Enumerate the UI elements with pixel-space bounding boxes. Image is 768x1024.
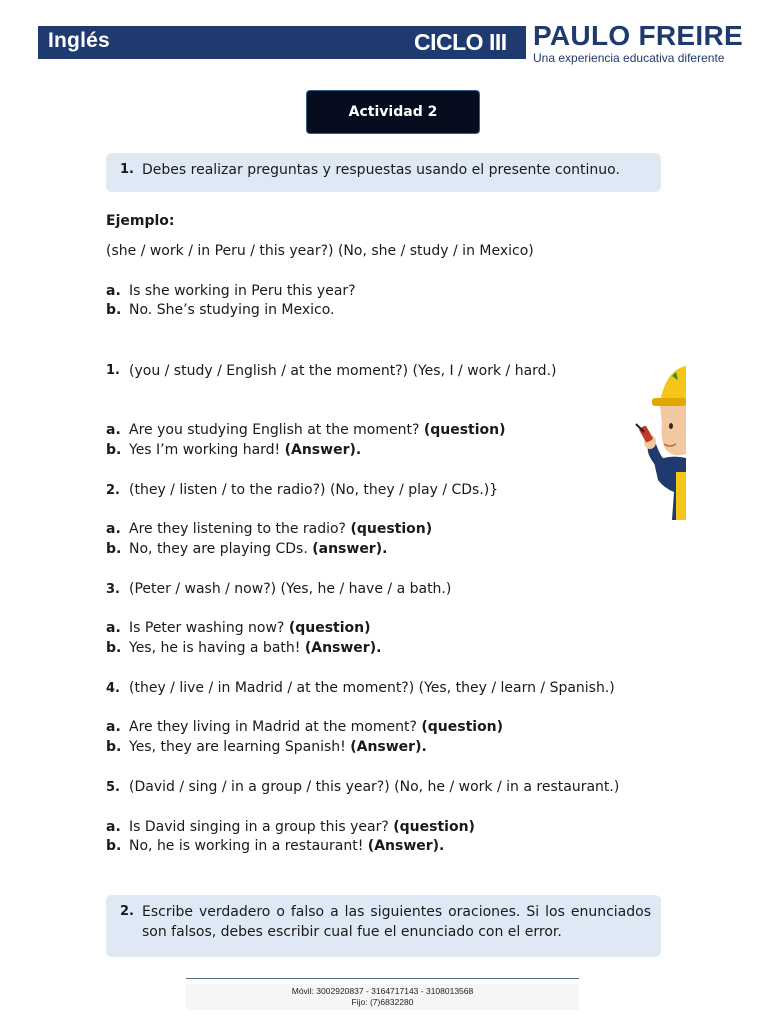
exercise-prompt-text: (David / sing / in a group / this year?) (No, he / work / in a restaurant.) [129,779,620,795]
example-prompt: (she / work / in Peru / this year?) (No, she / study / in Mexico) [106,243,534,259]
example-answer-b [106,300,335,320]
brand-tagline: Una experiencia educativa diferente [533,51,725,65]
footer-contact [186,984,579,1010]
exercise-number: 1. [106,363,120,378]
exercise-3-answer-a [106,618,371,638]
exercise-5-prompt [106,777,619,798]
answer-tag: (Answer). [350,739,427,755]
answer-text: No, he is working in a restaurant! [129,838,364,854]
option-label: a. [106,620,121,636]
example-heading: Ejemplo: [106,213,175,229]
answer-text: Yes, they are learning Spanish! [129,739,346,755]
activity-title-text: Actividad 2 [348,104,438,120]
instruction-number: 1. [120,162,134,177]
exercise-number: 4. [106,681,120,696]
exercise-4-answer-a [106,717,503,737]
exercise-3-prompt [106,579,451,600]
example-answer-a [106,281,356,301]
exercise-prompt-text: (Peter / wash / now?) (Yes, he / have / a bath.) [129,581,452,597]
exercise-1-prompt [106,361,565,381]
subject-title: Inglés [48,29,110,52]
option-label: b. [106,541,122,557]
cycle-label: CICLO III [414,29,507,55]
option-label: b. [106,739,122,755]
exercise-prompt-text: (you / study / English / at the moment?) (Yes, I / work / hard.) [129,363,557,379]
answer-tag: (question) [350,521,433,537]
option-label: b. [106,302,122,318]
option-label: b. [106,442,122,458]
footer-landline: Fijo: (7)6832280 [351,997,414,1007]
answer-text: Is Peter washing now? [129,620,285,636]
exercise-5-answer-a [106,817,475,837]
exercise-number: 5. [106,780,120,795]
example-b-text: No. She’s studying in Mexico. [129,302,335,318]
exercise-5-answer-b [106,836,444,856]
answer-tag: (question) [423,422,506,438]
answer-text: Are they listening to the radio? [129,521,346,537]
option-label: a. [106,719,121,735]
exercise-number: 3. [106,582,120,597]
brand-logo [533,22,743,65]
activity-title [306,90,480,134]
exercise-2-answer-a [106,519,432,539]
answer-text: Yes I’m working hard! [129,442,281,458]
instruction-text: Escribe verdadero o falso a las siguientes oraciones. Si los enunciados son falsos, debes escribir cual fue el enunciado con el error. [142,904,651,940]
exercise-prompt-text: (they / live / in Madrid / at the moment?) (Yes, they / learn / Spanish.) [129,680,615,696]
option-label: a. [106,819,121,835]
instruction-number: 2. [120,904,134,919]
instruction-box-1 [106,153,661,192]
exercise-prompt-text: (they / listen / to the radio?) (No, they / play / CDs.)} [129,482,499,498]
answer-tag: (question) [288,620,371,636]
exercise-1-answer-a [106,420,506,440]
exercise-2-prompt [106,480,498,501]
answer-tag: (Answer). [367,838,445,854]
answer-tag: (Answer). [304,640,382,656]
worker-figure [576,362,686,520]
answer-text: Are they living in Madrid at the moment? [129,719,417,735]
footer-phones: Móvil: 3002920837 - 3164717143 - 3108013568 [291,986,474,996]
exercise-2-answer-b [106,539,387,559]
option-label: b. [106,838,122,854]
footer-divider [186,978,579,979]
brand-name: PAULO FREIRE [533,20,743,51]
option-label: a. [106,521,121,537]
answer-text: Are you studying English at the moment? [129,422,420,438]
answer-tag: (question) [421,719,504,735]
answer-tag: (Answer). [284,442,362,458]
exercise-3-answer-b [106,638,381,658]
instruction-text: Debes realizar preguntas y respuestas usando el presente continuo. [142,162,620,178]
option-label: a. [106,422,121,438]
option-label: b. [106,640,122,656]
example-a-text: Is she working in Peru this year? [129,283,356,299]
answer-text: No, they are playing CDs. [129,541,308,557]
answer-text: Yes, he is having a bath! [129,640,301,656]
exercise-4-prompt [106,678,615,699]
exercise-1-answer-b [106,440,361,460]
answer-text: Is David singing in a group this year? [129,819,389,835]
construction-worker-illustration [576,362,686,520]
option-label: a. [106,283,121,299]
answer-tag: (question) [393,819,475,835]
instruction-box-2 [106,895,661,957]
exercise-4-answer-b [106,737,427,757]
exercise-number: 2. [106,483,120,498]
answer-tag: (answer). [312,541,388,557]
